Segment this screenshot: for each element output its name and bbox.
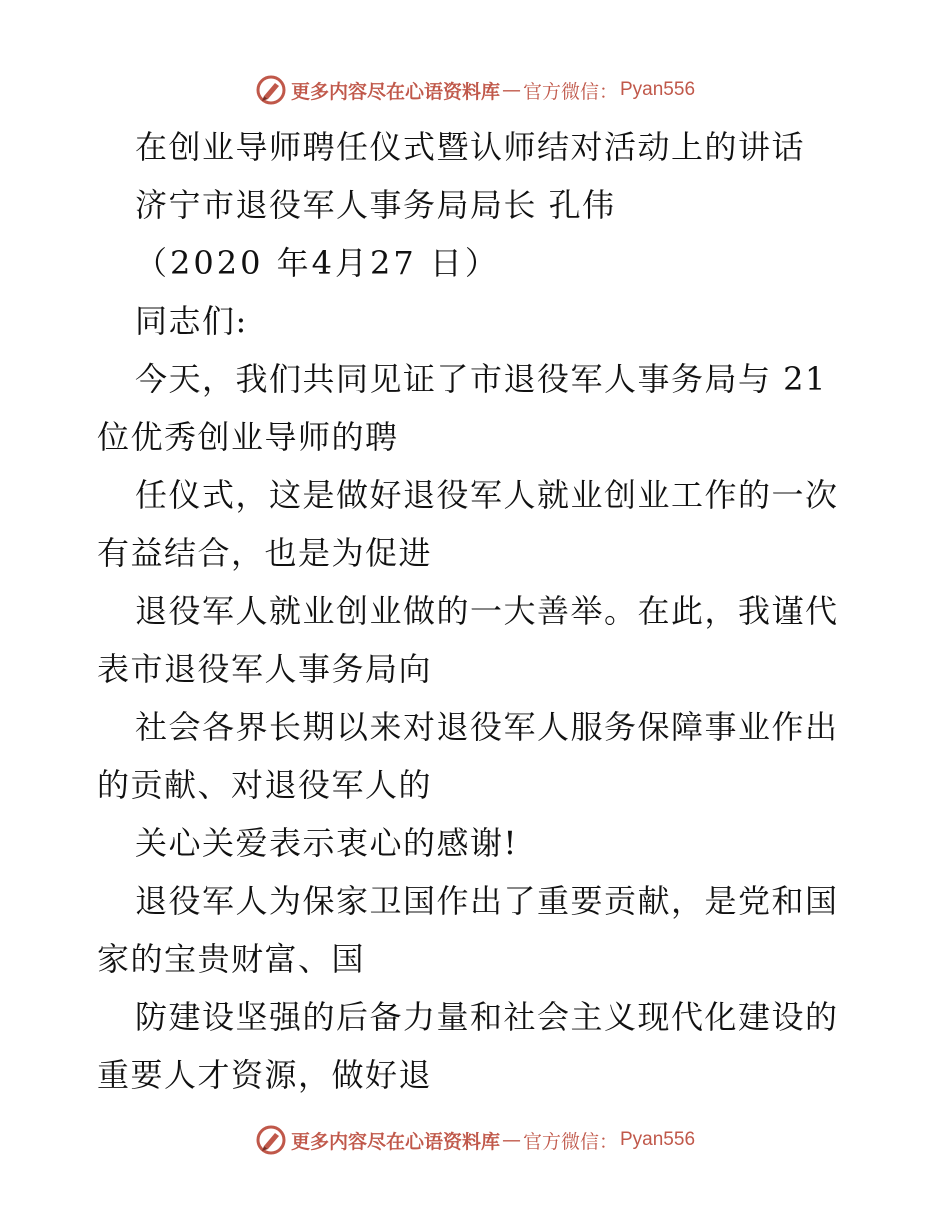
document-author: 济宁市退役军人事务局局长 孔伟 xyxy=(135,186,616,224)
paragraph-line: 防建设坚强的后备力量和社会主义现代化建设的 xyxy=(135,998,839,1036)
banner-separator: — xyxy=(501,79,521,101)
banner-text: 更多内容尽在心语资料库 xyxy=(290,1130,500,1153)
paragraph-line: 位优秀创业导师的聘 xyxy=(97,418,399,456)
paragraph-line: 任仪式，这是做好退役军人就业创业工作的一次 xyxy=(135,476,839,514)
header-banner xyxy=(0,70,950,110)
paragraph-line: 的贡献、对退役军人的 xyxy=(97,766,433,804)
banner-wechat-id: Pyan556 xyxy=(620,1129,696,1150)
paragraph-line: 退役军人为保家卫国作出了重要贡献，是党和国 xyxy=(135,882,839,920)
banner-wechat-id: Pyan556 xyxy=(620,79,696,100)
paragraph-line: 今天，我们共同见证了市退役军人事务局与 21 xyxy=(135,360,827,398)
document-title: 在创业导师聘任仪式暨认师结对活动上的讲话 xyxy=(135,128,806,166)
paragraph-line: 关心关爱表示衷心的感谢! xyxy=(135,824,518,862)
paragraph-line: 表市退役军人事务局向 xyxy=(97,650,433,688)
banner-text: 更多内容尽在心语资料库 xyxy=(290,80,500,103)
pen-circle-logo-icon xyxy=(255,1124,287,1156)
paragraph-line: 退役军人就业创业做的一大善举。在此，我谨代 xyxy=(135,592,839,630)
document-date: （2020 年4月27 日） xyxy=(135,244,500,282)
footer-banner xyxy=(0,1120,950,1160)
banner-separator: — xyxy=(501,1129,521,1151)
paragraph-line: 有益结合，也是为促进 xyxy=(97,534,433,572)
paragraph-line: 重要人才资源，做好退 xyxy=(97,1056,433,1094)
paragraph-line: 社会各界长期以来对退役军人服务保障事业作出 xyxy=(135,708,839,746)
document-body xyxy=(97,118,857,1104)
banner-wechat-label: 官方微信： xyxy=(522,80,618,103)
pen-circle-logo-icon xyxy=(255,74,287,106)
banner-wechat-label: 官方微信： xyxy=(522,1130,618,1153)
salutation: 同志们: xyxy=(135,302,248,340)
paragraph-line: 家的宝贵财富、国 xyxy=(97,940,366,978)
